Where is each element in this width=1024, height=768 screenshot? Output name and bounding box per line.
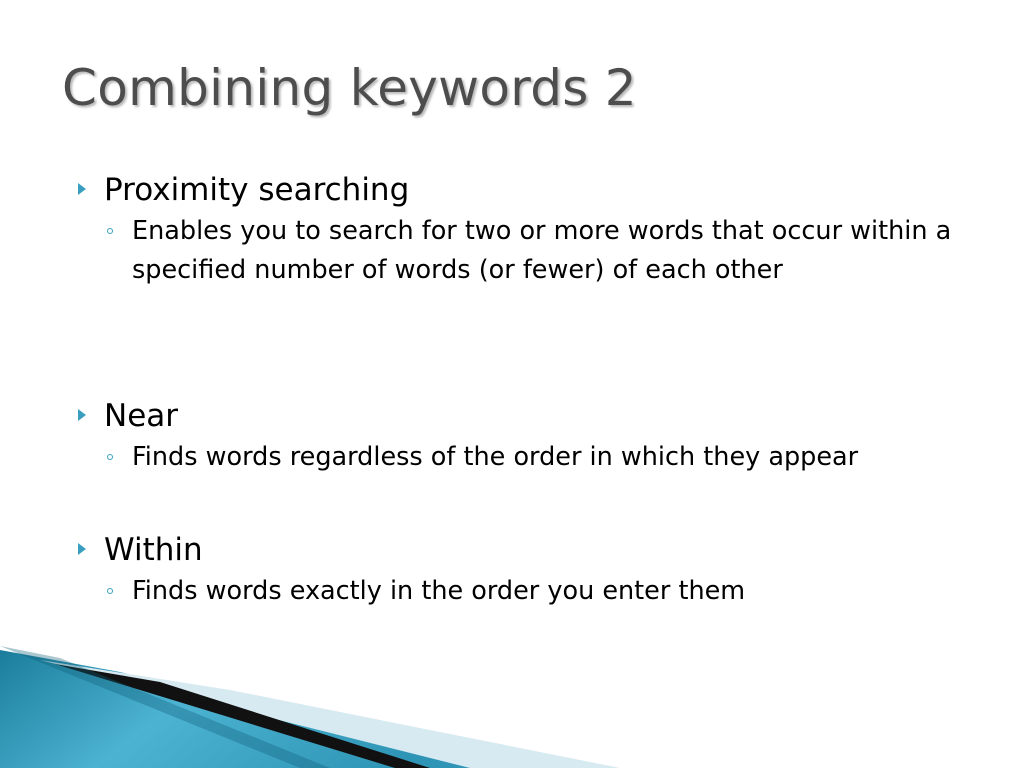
bullet-item-proximity — [74, 168, 974, 290]
triangle-bullet-icon — [78, 409, 86, 421]
bullet-item-within — [74, 528, 974, 611]
slide-title: Combining keywords 2 — [62, 59, 637, 117]
bullet-level2 — [104, 572, 952, 611]
triangle-bullet-icon — [78, 183, 86, 195]
bullet-level2 — [104, 438, 952, 477]
sub-bullet-text: Finds words exactly in the order you enter them — [132, 576, 746, 606]
bullet-text: Proximity searching — [104, 172, 410, 208]
sub-bullet-text: Enables you to search for two or more words that occur within a specified number of words (or fewer) of each other — [132, 216, 952, 285]
bullet-level1 — [74, 528, 974, 572]
bullet-text: Near — [104, 398, 179, 434]
ring-bullet-icon — [107, 228, 113, 234]
bullet-level1 — [74, 168, 974, 212]
ring-bullet-icon — [107, 454, 113, 460]
ring-bullet-icon — [107, 588, 113, 594]
sub-bullet-text: Finds words regardless of the order in which they appear — [132, 442, 859, 472]
bullet-level1 — [74, 394, 974, 438]
bullet-item-near — [74, 394, 974, 477]
bullet-text: Within — [104, 532, 203, 568]
bullet-level2 — [104, 212, 952, 290]
triangle-bullet-icon — [78, 543, 86, 555]
